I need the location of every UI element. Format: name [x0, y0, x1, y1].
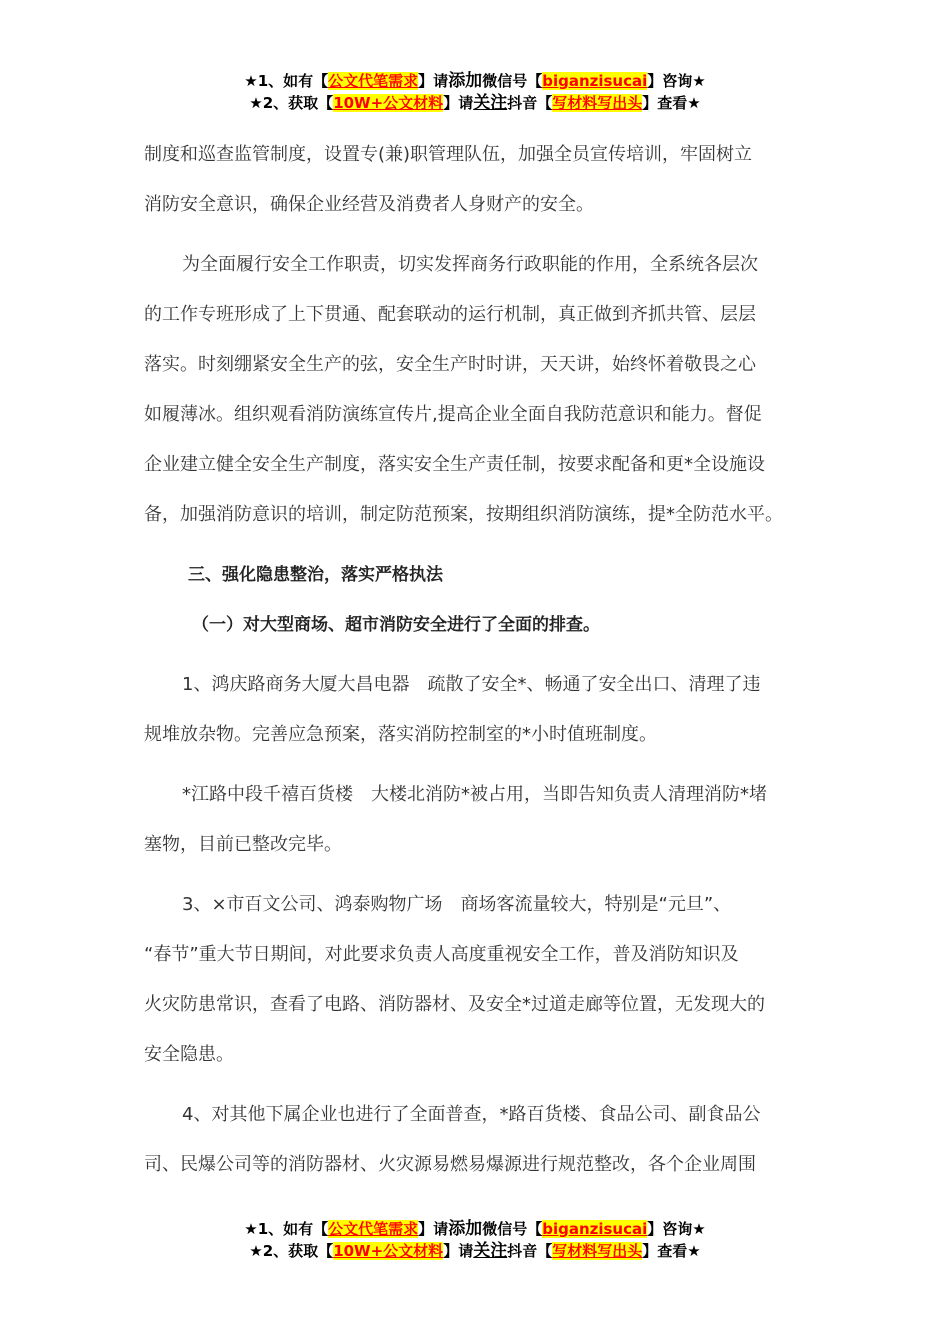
- section-heading: 三、强化隐患整治，落实严格执法: [188, 565, 443, 585]
- paragraph: [144, 660, 810, 760]
- banner-line-1: [0, 1218, 950, 1240]
- banner-highlight: biganzisucai: [542, 1220, 648, 1238]
- banner-emphasis: 添加: [448, 71, 483, 91]
- banner-text: 抖音【: [507, 94, 553, 112]
- banner-highlight: biganzisucai: [542, 72, 648, 90]
- subsection-heading: （一）对大型商场、超市消防安全进行了全面的排查。: [192, 615, 600, 635]
- banner-text: ★2、获取【: [249, 94, 334, 112]
- banner-text: 】咨询★: [647, 1220, 706, 1238]
- paragraph: [144, 1090, 810, 1190]
- banner-highlight: 写材料写出头: [552, 1242, 643, 1260]
- text-line: 备，加强消防意识的培训，制定防范预案，按期组织消防演练，提*全防范水平。: [144, 504, 783, 525]
- banner-emphasis: 关注: [473, 93, 508, 113]
- header-banner: [0, 70, 950, 114]
- text-line: 企业建立健全安全生产制度，落实安全生产责任制，按要求配备和更*全设施设: [144, 454, 765, 475]
- banner-line-2: [0, 92, 950, 114]
- text-line: 司、民爆公司等的消防器材、火灾源易燃易爆源进行规范整改，各个企业周围: [144, 1154, 756, 1175]
- text-line: 规堆放杂物。完善应急预案，落实消防控制室的*小时值班制度。: [144, 724, 657, 745]
- banner-emphasis: 添加: [448, 1219, 483, 1239]
- text-line: 火灾防患常识，查看了电路、消防器材、及安全*过道走廊等位置，无发现大的: [144, 994, 765, 1015]
- banner-line-2: [0, 1240, 950, 1262]
- banner-text: 抖音【: [507, 1242, 553, 1260]
- banner-text: ★1、如有【: [244, 72, 329, 90]
- banner-text: 微信号【: [482, 1220, 543, 1238]
- text-line: *江路中段千禧百货楼 大楼北消防*被占用，当即告知负责人清理消防*堵: [182, 784, 767, 805]
- text-line: 如履薄冰。组织观看消防演练宣传片,提高企业全面自我防范意识和能力。督促: [144, 404, 762, 425]
- banner-text: ★2、获取【: [249, 1242, 334, 1260]
- paragraph: [144, 770, 810, 870]
- banner-text: 】请: [418, 72, 449, 90]
- text-line: 1、鸿庆路商务大厦大昌电器 疏散了安全*、畅通了安全出口、清理了违: [182, 674, 761, 695]
- banner-text: 】请: [443, 1242, 474, 1260]
- text-line: 安全隐患。: [144, 1044, 234, 1065]
- banner-emphasis: 关注: [473, 1241, 508, 1261]
- text-line: 4、对其他下属企业也进行了全面普查，*路百货楼、食品公司、副食品公: [182, 1104, 761, 1125]
- footer-banner: [0, 1218, 950, 1262]
- text-line: 为全面履行安全工作职责，切实发挥商务行政职能的作用，全系统各层次: [182, 254, 758, 275]
- paragraph: [144, 880, 810, 1080]
- text-line: 消防安全意识，确保企业经营及消费者人身财产的安全。: [144, 194, 594, 215]
- banner-highlight: 公文代笔需求: [328, 1220, 419, 1238]
- banner-text: 】查看★: [642, 1242, 701, 1260]
- banner-text: 】查看★: [642, 94, 701, 112]
- text-line: 的工作专班形成了上下贯通、配套联动的运行机制，真正做到齐抓共管、层层: [144, 304, 756, 325]
- banner-highlight: 写材料写出头: [552, 94, 643, 112]
- banner-highlight: 10W+公文材料: [333, 1242, 444, 1260]
- banner-text: 】咨询★: [647, 72, 706, 90]
- text-line: 落实。时刻绷紧安全生产的弦，安全生产时时讲，天天讲，始终怀着敬畏之心: [144, 354, 756, 375]
- banner-text: 】请: [443, 94, 474, 112]
- text-line: “春节”重大节日期间，对此要求负责人高度重视安全工作，普及消防知识及: [144, 944, 739, 965]
- banner-highlight: 10W+公文材料: [333, 94, 444, 112]
- banner-text: ★1、如有【: [244, 1220, 329, 1238]
- document-body: [144, 130, 810, 1200]
- banner-highlight: 公文代笔需求: [328, 72, 419, 90]
- text-line: 制度和巡查监管制度，设置专(兼)职管理队伍，加强全员宣传培训，牢固树立: [144, 144, 753, 165]
- paragraph: [144, 130, 810, 230]
- banner-line-1: [0, 70, 950, 92]
- banner-text: 微信号【: [482, 72, 543, 90]
- paragraph: [144, 240, 810, 540]
- banner-text: 】请: [418, 1220, 449, 1238]
- text-line: 3、×市百文公司、鸿泰购物广场 商场客流量较大，特别是“元旦”、: [182, 894, 732, 915]
- text-line: 塞物，目前已整改完毕。: [144, 834, 342, 855]
